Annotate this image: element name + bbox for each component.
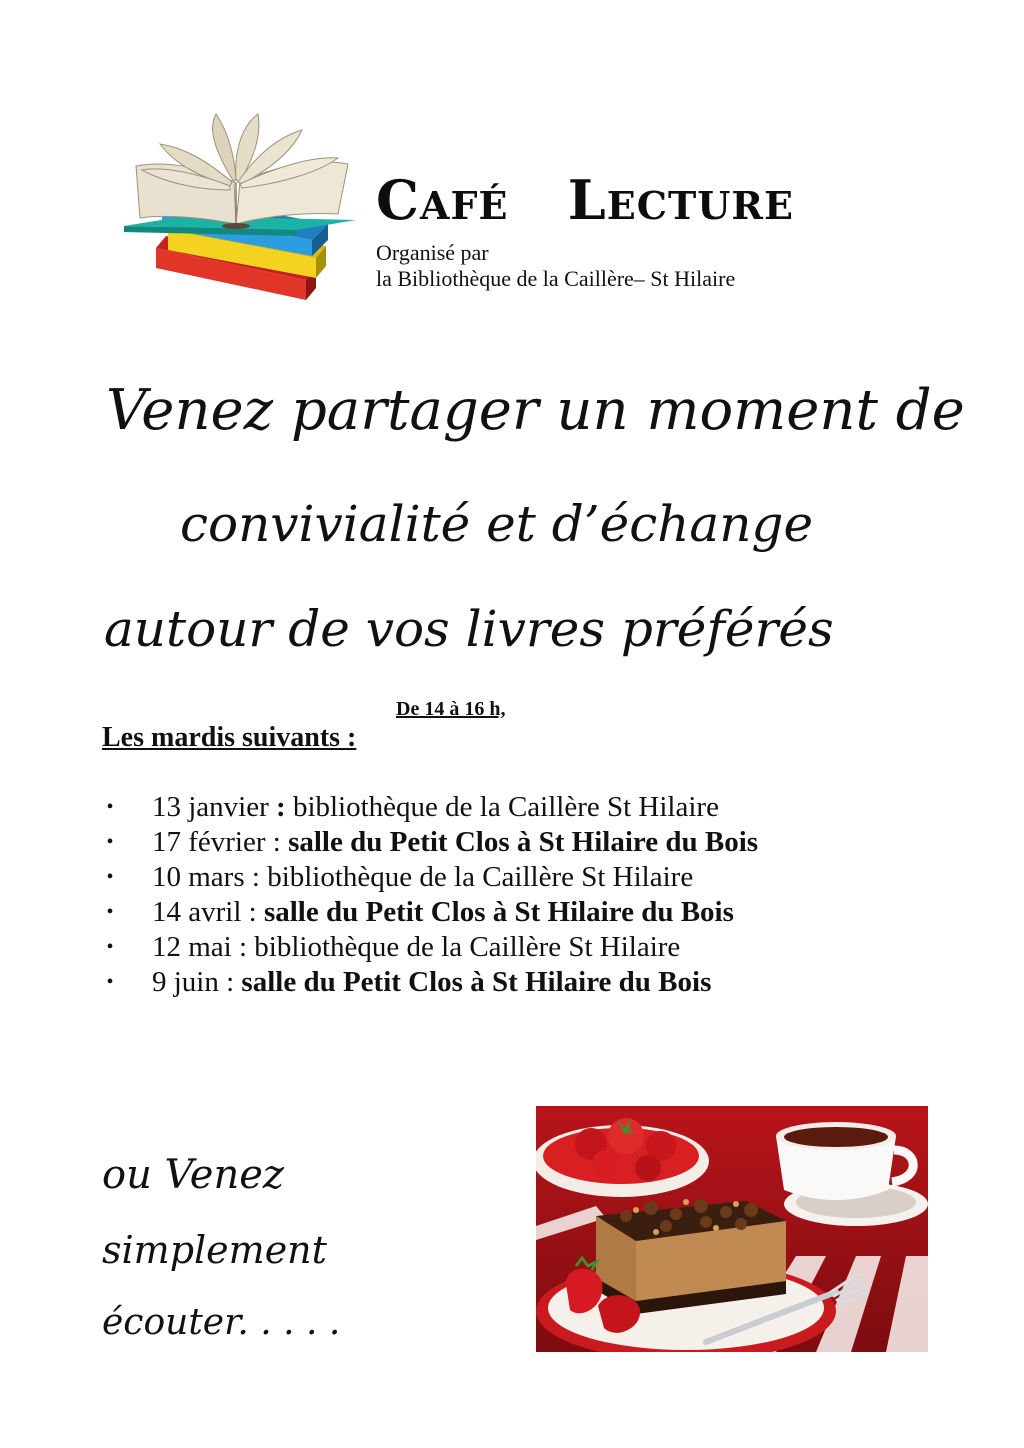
date-label: 12 mai :	[152, 931, 255, 963]
list-item	[100, 895, 758, 930]
library-name: la Bibliothèque de la Caillère– St Hilaire	[376, 266, 736, 291]
tagline-line-2: convivialité et d’échange	[180, 495, 814, 553]
list-item	[100, 965, 758, 1000]
page-title: Café Lecture	[376, 168, 794, 232]
closing-line-2: simplement	[102, 1228, 327, 1272]
date-label: 9 juin :	[152, 966, 242, 998]
venue-label: salle du Petit Clos à St Hilaire du Bois	[288, 826, 759, 858]
closing-line-1: ou Venez	[102, 1152, 284, 1198]
bullet-icon: •	[106, 796, 114, 818]
bullet-icon: •	[106, 831, 114, 853]
bullet-icon: •	[106, 936, 114, 958]
list-item	[100, 860, 758, 895]
schedule-heading: Les mardis suivants :	[102, 722, 357, 753]
bullet-icon: •	[106, 901, 114, 923]
tagline-line-1: Venez partager un moment de	[106, 378, 965, 443]
open-book-on-stack-icon	[116, 108, 386, 313]
bullet-icon: •	[106, 866, 114, 888]
venue-label: salle du Petit Clos à St Hilaire du Bois	[241, 966, 712, 998]
list-item	[100, 790, 758, 825]
tagline-line-3: autour de vos livres préférés	[104, 600, 834, 658]
bullet-icon: •	[106, 971, 114, 993]
date-label: 10 mars :	[152, 861, 268, 893]
date-label: 13 janvier	[152, 791, 277, 823]
closing-line-3: écouter. . . . .	[102, 1302, 341, 1343]
list-item	[100, 930, 758, 965]
schedule-hours: De 14 à 16 h,	[396, 698, 506, 720]
venue-label: bibliothèque de la Caillère St Hilaire	[254, 931, 681, 963]
venue-label: salle du Petit Clos à St Hilaire du Bois	[263, 896, 734, 928]
organiser-label: Organisé par	[376, 240, 489, 265]
date-label: 17 février :	[152, 826, 289, 858]
venue-label: bibliothèque de la Caillère St Hilaire	[267, 861, 694, 893]
venue-label: bibliothèque de la Caillère St Hilaire	[292, 791, 719, 823]
date-list	[100, 790, 758, 1000]
date-label: 14 avril :	[152, 896, 264, 928]
list-item	[100, 825, 758, 860]
cheesecake-with-coffee-icon	[536, 1106, 928, 1352]
date-separator: :	[276, 791, 293, 823]
